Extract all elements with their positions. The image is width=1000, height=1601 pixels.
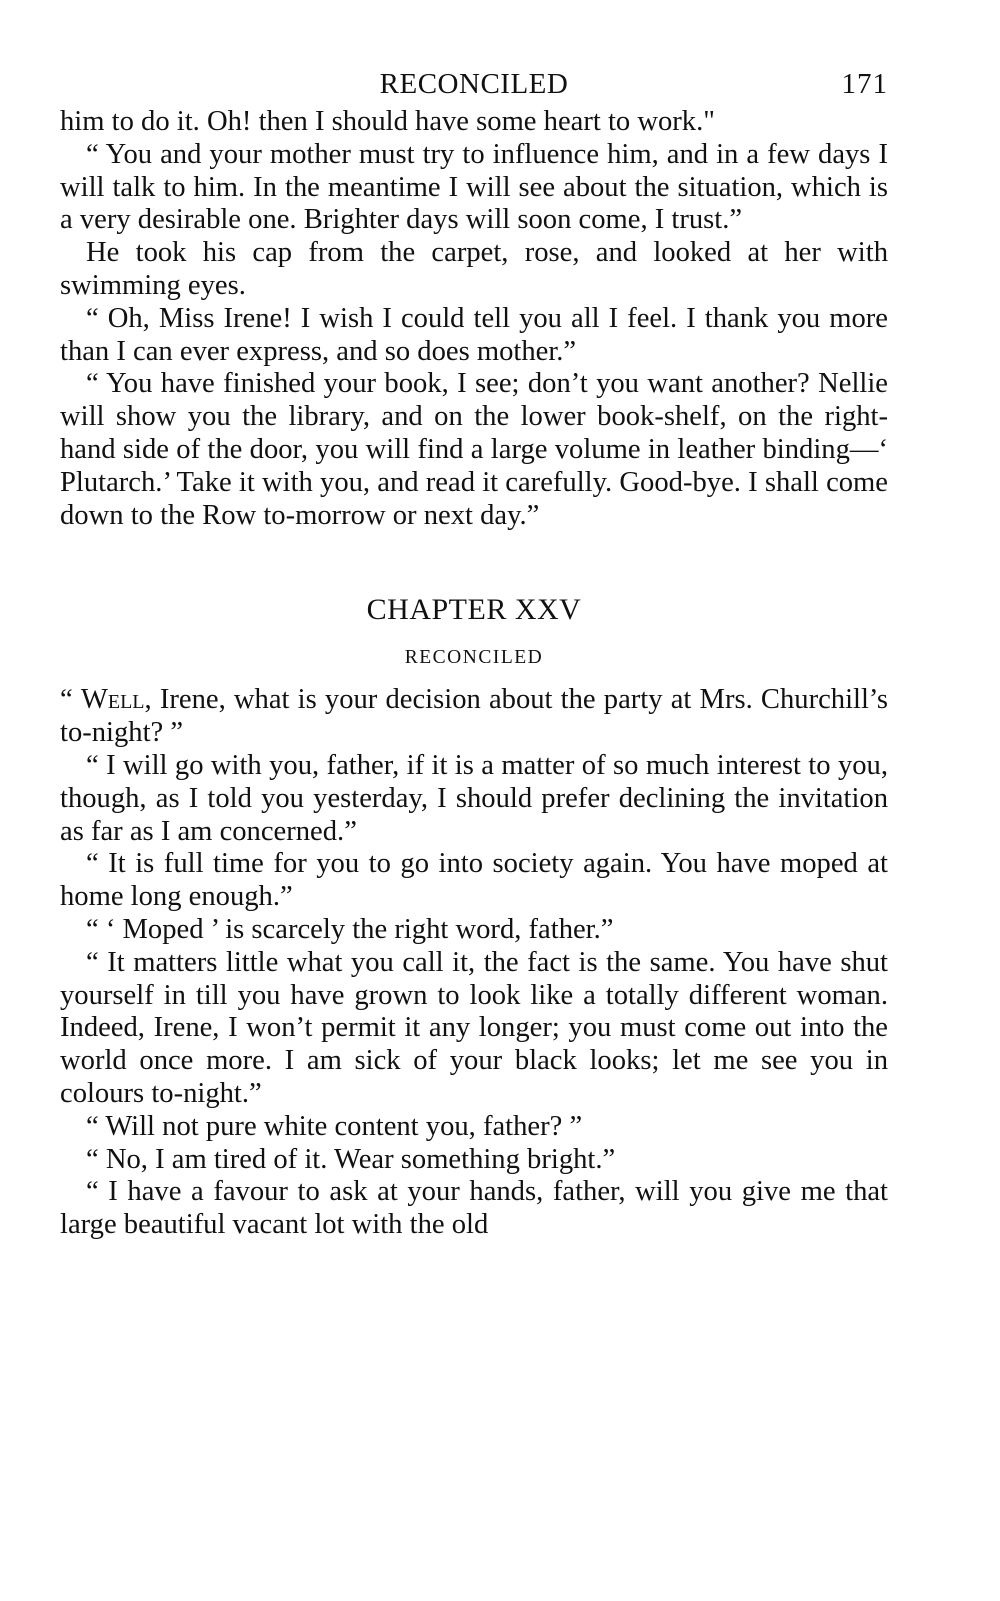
paragraph: “ It is full time for you to go into society again. You have moped at home long enough.” (60, 848, 888, 913)
chapter-subtitle: RECONCILED (404, 647, 544, 669)
paragraph: “ I will go with you, father, if it is a matter of so much interest to you, though, as I told you yesterday, I should prefer declining the invitation as far as I am concerned.” (60, 749, 888, 847)
paragraph: “ It matters little what you call it, the fact is the same. You have shut yourself in till you have grown to look like a totally different woman. Indeed, Irene, I won’t permit it any longer; you must come out into the world once more. I am sick of your black looks; let me see you in colours to-night.” (60, 946, 888, 1109)
paragraph: “ No, I am tired of it. Wear something bright.” (86, 1143, 616, 1175)
paragraph: “ You have finished your book, I see; don’t you want another? Nellie will show you the library, and on the lower book-shelf, on the right-hand side of the door, you will find a large volume in leather binding—‘ Plutarch.’ Take it with you, and read it carefully. Good-bye. I shall come down to the Row to-morrow or next day.” (60, 368, 888, 531)
opening-quote: “ (60, 684, 81, 716)
paragraph: him to do it. Oh! then I should have some heart to work." (60, 106, 715, 137)
paragraph: “ You and your mother must try to influence him, and in a few days I will talk to him. In the meantime I will see about the situation, which is a very desirable one. Brighter days will soon come, I trust.” (60, 138, 888, 236)
paragraph: “ Oh, Miss Irene! I wish I could tell you all I feel. I thank you more than I can ever express, and so does mother.” (60, 302, 888, 367)
body-text-before-chapter (60, 106, 888, 532)
body-text-chapter (60, 684, 888, 1242)
paragraph: “ I have a favour to ask at your hands, father, will you give me that large beautiful vacant lot with the old (60, 1176, 888, 1241)
chapter-opening-paragraph (60, 684, 888, 750)
paragraph: He took his cap from the carpet, rose, and looked at her with swimming eyes. (60, 237, 888, 301)
opening-rest: , Irene, what is your decision about the party at Mrs. Churchill’s to-night? ” (60, 684, 889, 749)
running-title: RECONCILED (379, 68, 569, 100)
chapter-heading (60, 590, 888, 670)
running-header (60, 62, 888, 106)
page-number: 171 (841, 68, 888, 100)
chapter-title: CHAPTER XXV (366, 593, 582, 627)
paragraph: “ ‘ Moped ’ is scarcely the right word, father.” (86, 913, 614, 945)
opening-word: Well (80, 684, 145, 716)
book-page (60, 62, 888, 1242)
paragraph: “ Will not pure white content you, father? ” (86, 1110, 583, 1142)
